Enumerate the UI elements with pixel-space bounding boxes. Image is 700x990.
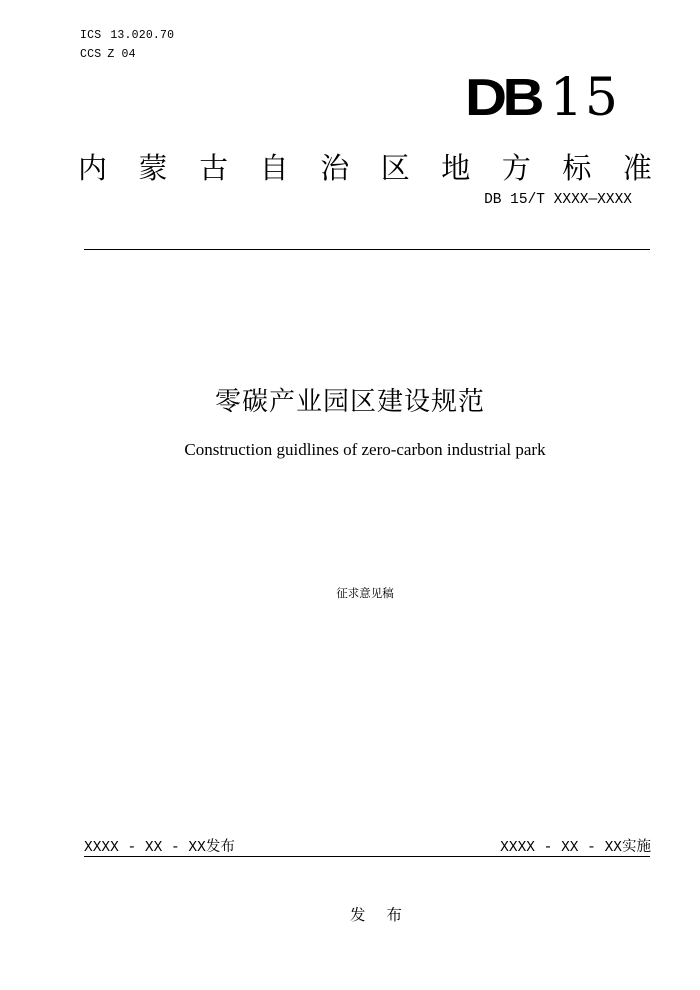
draft-stage-label: 征求意见稿 xyxy=(336,586,394,600)
bottom-divider xyxy=(84,856,650,857)
issue-date-line xyxy=(84,835,235,856)
standard-type-heading xyxy=(78,146,652,187)
standard-number: DB 15/T XXXX—XXXX xyxy=(484,192,632,208)
standard-type-char: 准 xyxy=(622,151,652,185)
issue-label: 发布 xyxy=(205,839,235,855)
standard-type-char: 古 xyxy=(199,151,229,185)
ccs-code: Z 04 xyxy=(107,48,136,61)
implement-date: XXXX - XX - XX xyxy=(500,840,622,856)
standard-type-char: 蒙 xyxy=(138,151,168,185)
ics-label: ICS xyxy=(80,29,102,42)
ics-code: 13.020.70 xyxy=(110,29,175,42)
standard-type-char: 地 xyxy=(441,151,471,185)
standard-type-char: 自 xyxy=(259,151,289,185)
standard-type-char: 区 xyxy=(380,151,410,185)
standard-type-char: 方 xyxy=(501,151,531,185)
standard-type-char: 标 xyxy=(562,151,592,185)
implement-label: 实施 xyxy=(622,839,651,855)
standard-type-char: 内 xyxy=(78,151,108,185)
db-logo-letters: DB xyxy=(464,69,540,127)
db-standard-logo xyxy=(464,68,620,128)
ics-classification xyxy=(80,29,174,42)
implement-date-line xyxy=(500,835,651,856)
issuer-label: 发 布 xyxy=(350,906,410,924)
db-logo-number: 15 xyxy=(549,68,620,128)
issue-date: XXXX - XX - XX xyxy=(84,840,206,856)
document-title-english: Construction guidlines of zero-carbon industrial park xyxy=(184,440,546,459)
top-divider xyxy=(84,249,650,250)
standard-type-char: 治 xyxy=(320,151,350,185)
ccs-classification xyxy=(80,48,136,61)
ccs-label: CCS xyxy=(80,48,102,61)
document-title-chinese: 零碳产业园区建设规范 xyxy=(214,387,485,417)
